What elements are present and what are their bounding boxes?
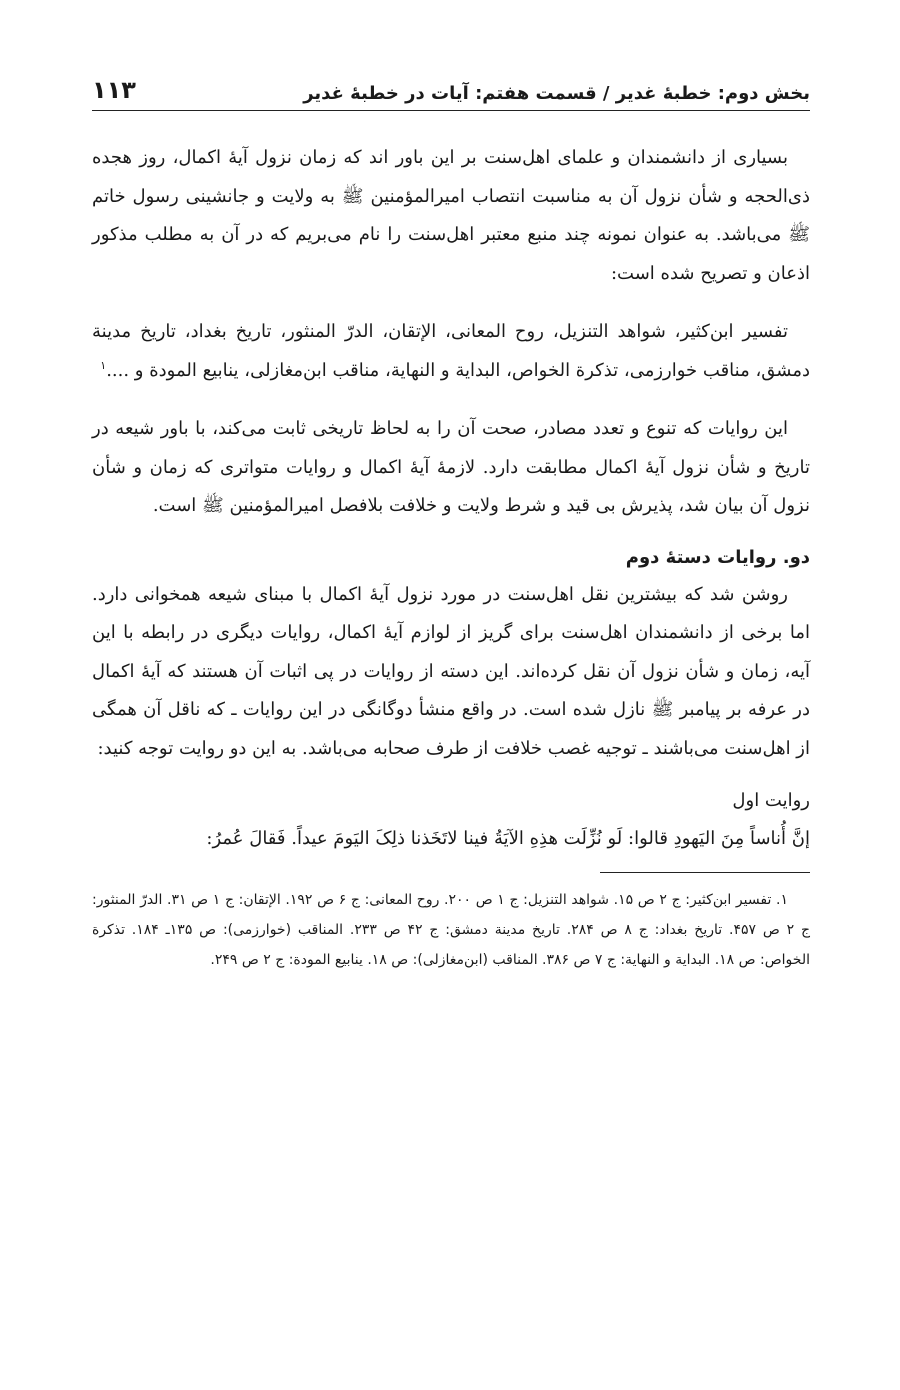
footnote-separator <box>600 872 810 873</box>
footnote: ۱. تفسیر ابن‌کثیر: ج ۲ ص ۱۵. شواهد التنزیل: ج ۱ ص ۲۰۰. روح المعانی: ج ۶ ص ۱۹۲. الإتقان: ج ۱ ص ۳۱. الدرّ المنثور: ج ۲ ص ۴۵۷. تاریخ بغداد: ج ۸ ص ۲۸۴. تاریخ مدینة دمشق: ج ۴۲ ص ۲۳۳. المناقب (خوارزمی): ص ۱۳۵ـ ۱۸۴. تذکرة الخواص: ص ۱۸. البدایة و النهایة: ج ۷ ص ۳۸۶. المناقب (ابن‌مغازلی): ص ۱۸. ینابیع المودة: ج ۲ ص ۲۴۹. <box>92 892 811 968</box>
sources-text: تفسیر ابن‌کثیر، شواهد التنزیل، روح المعانی، الإتقان، الدرّ المنثور، تاریخ بغداد، تاریخ مدینة دمشق، مناقب خوارزمی، تذکرة الخواص، البدایة و النهایة، مناقب ابن‌مغازلی، ینابیع المودة و .... <box>92 321 810 381</box>
book-page <box>92 60 810 975</box>
section-heading: دو. روایات دستهٔ دوم <box>625 546 810 568</box>
page-number: ۱۱۳ <box>92 76 136 104</box>
page-header <box>92 60 810 111</box>
paragraph-sources <box>92 313 810 390</box>
arabic-quote: إنَّ أُناساً مِنَ الیَهودِ قالوا: لَو نُزِّلَت هذِهِ الآیَةُ فینا لاتَخَذنا ذلِکَ الیَومَ عیداً. فَقالَ عُمرُ: <box>206 828 810 849</box>
paragraph-1: بسیاری از دانشمندان و علمای اهل‌سنت بر این باور اند که زمان نزول آیهٔ اکمال، روز هجده ذی‌الحجه و شأن نزول آن به مناسبت انتصاب امیرالمؤمنین ﷺ به ولایت و جانشینی رسول خاتم ﷺ می‌باشد. به عنوان نمونه چند منبع معتبر اهل‌سنت را نام می‌بریم که در آن به مطلب مذکور اذعان و تصریح شده است: <box>92 147 810 284</box>
paragraph-3: این روایات که تنوع و تعدد مصادر، صحت آن را به لحاظ تاریخی ثابت می‌کند، با باور شیعه در تاریخ و شأن نزول آیهٔ اکمال مطابقت دارد. لازمهٔ آیهٔ اکمال و روایات متواتری که زمان و شأن نزول آن بیان شد، پذیرش بی قید و شرط ولایت و خلافت بلافصل امیرالمؤمنین ﷺ است. <box>92 418 810 516</box>
footnote-marker: ۱ <box>100 358 107 372</box>
section-paragraph: روشن شد که بیشترین نقل اهل‌سنت در مورد نزول آیهٔ اکمال با مبنای شیعه همخوانی دارد. اما برخی از دانشمندان اهل‌سنت برای گریز از لوازم آیهٔ اکمال، روایات دیگری در رابطه با این آیه، زمان و شأن نزول آن نقل کرده‌اند. این دسته از روایات در پی اثبات آن هستند که آیهٔ اکمال در عرفه بر پیامبر ﷺ نازل شده است. در واقع منشأ دوگانگی در این روایات ـ که ناقل آن همگی از اهل‌سنت می‌باشند ـ توجیه غصب خلافت از طرف صحابه می‌باشد. به این دو روایت توجه کنید: <box>92 583 810 759</box>
running-title: بخش دوم: خطبهٔ غدیر / قسمت هفتم: آیات در خطبهٔ غدیر <box>303 83 810 104</box>
page-body <box>92 139 810 975</box>
narration-subheading: روایت اول <box>732 790 810 811</box>
